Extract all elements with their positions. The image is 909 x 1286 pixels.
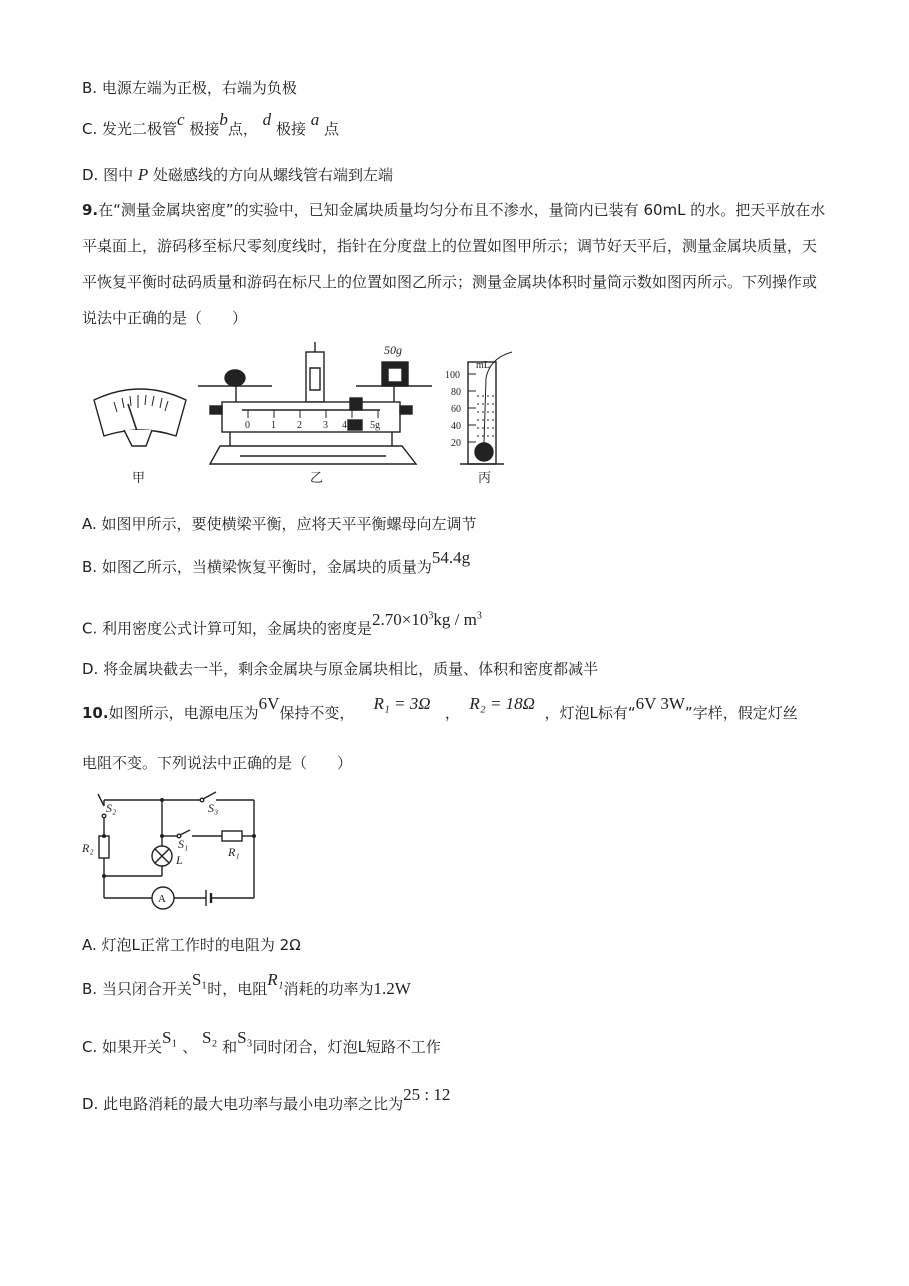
math-r2: R₂ = 18Ω (469, 694, 535, 713)
math-s2: S₂ (201, 1028, 218, 1047)
q9-option-a: A. 如图甲所示，要使横梁平衡，应将天平平衡螺母向左调节 (82, 515, 477, 533)
dial-figure (94, 389, 186, 446)
text: 极接 (275, 120, 306, 138)
text: 保持不变， (279, 704, 355, 722)
label-jia: 甲 (132, 470, 146, 485)
q9-figure (80, 338, 530, 493)
text: 、 (182, 1038, 198, 1056)
q10-circuit (80, 788, 280, 913)
math-r1: R₁ = 3Ω (373, 694, 431, 713)
q10-stem-line1 (82, 694, 798, 724)
math-s1: S₁ (162, 1028, 178, 1047)
label-ammeter: A (158, 893, 166, 905)
tick-60: 60 (451, 404, 461, 415)
junction-dot (160, 834, 164, 838)
q8-option-b: B. 电源左端为正极，右端为负极 (82, 79, 297, 97)
label-lamp: L (176, 853, 183, 867)
text: 极接 (189, 120, 220, 138)
q9-option-c (82, 609, 482, 640)
math-c: c (177, 110, 185, 129)
density-exp: 3 (428, 610, 434, 621)
math-voltage: 6V (258, 694, 280, 713)
text: ，灯泡L标有“ (544, 704, 636, 722)
tick-4: 4 (342, 420, 347, 431)
text: ， (444, 704, 460, 722)
density-unit: kg / m (433, 609, 477, 629)
text: C. 发光二极管 (82, 120, 178, 138)
text: 点， (227, 120, 258, 138)
q10-option-a: A. 灯泡L正常工作时的电阻为 2Ω (82, 936, 301, 954)
junction-dot (252, 834, 256, 838)
q9-stem (82, 192, 827, 336)
label-r1: R₁ (228, 845, 240, 859)
weight-label: 50g (384, 343, 402, 357)
junction-dot (160, 798, 164, 802)
math-b: b (219, 110, 228, 129)
q8-option-d (82, 164, 393, 186)
unit-exp: 3 (476, 610, 482, 621)
text: 时，电阻 (207, 980, 268, 998)
text: B. 如图乙所示，当横梁恢复平衡时，金属块的质量为 (82, 558, 432, 576)
text: 处磁感线的方向从螺线管右端到左端 (153, 166, 394, 184)
tick-1: 1 (271, 420, 276, 431)
text: ”字样，假定灯丝 (684, 704, 798, 722)
math-r1: R₁ (267, 970, 284, 989)
math-a: a (310, 110, 320, 129)
tick-100: 100 (445, 370, 460, 381)
math-ratio: 25 : 12 (403, 1085, 451, 1104)
label-r2: R₂ (82, 841, 94, 855)
balance-figure (198, 342, 432, 464)
q10-option-c (82, 1028, 441, 1058)
tick-40: 40 (451, 421, 461, 432)
label-bing: 丙 (478, 470, 492, 485)
label-s1: S₁ (178, 837, 189, 851)
label-s3: S₃ (208, 801, 219, 815)
density-value: 2.70×10 (372, 609, 429, 629)
cylinder-unit: mL (476, 360, 490, 371)
tick-3: 3 (323, 420, 328, 431)
tick-5g: 5g (370, 420, 380, 431)
tick-80: 80 (451, 387, 461, 398)
question-number: 9. (82, 201, 99, 219)
tick-0: 0 (245, 420, 250, 431)
q10-option-b (82, 970, 411, 1000)
tick-2: 2 (297, 420, 302, 431)
q9-option-b (82, 548, 471, 578)
math-power: 1.2W (373, 979, 411, 998)
math-rating: 6V 3W (635, 694, 685, 713)
junction-dot (102, 834, 106, 838)
q9-option-d: D. 将金属块截去一半，剩余金属块与原金属块相比，质量、体积和密度都减半 (82, 660, 599, 678)
q8-option-c (82, 110, 340, 140)
question-number: 10. (82, 704, 109, 722)
text: D. 图中 (82, 166, 134, 184)
junction-dot (102, 874, 106, 878)
label-s2: S₂ (106, 801, 117, 815)
text: 和 (222, 1038, 238, 1056)
tick-20: 20 (451, 438, 461, 449)
math-s1: S₁ (191, 970, 208, 989)
text: C. 如果开关 (82, 1038, 163, 1056)
math-density (372, 610, 482, 629)
math-p: P (137, 165, 149, 184)
label-yi: 乙 (310, 470, 324, 485)
text: 如图所示，电源电压为 (108, 704, 259, 722)
text: 在“测量金属块密度”的实验中，已知金属块质量均匀分布且不渗水，量筒内已装有 60mL 的水。把天平放在水平桌面上，游码移至标尺零刻度线时，指针在分度盘上的位置如图甲所示；调节好天平后，测量金属块质量，天平恢复平衡时砝码质量和游码在标尺上的位置如图乙所示；测量金属块体积时量筒示数如图丙所示。下列操作或说法中正确的是（ ） (82, 201, 826, 327)
math-d: d (262, 110, 272, 129)
math-mass: 54.4g (431, 548, 471, 567)
q10-option-d (82, 1085, 451, 1115)
text: 点 (324, 120, 340, 138)
text: 同时闭合，灯泡L短路不工作 (252, 1038, 441, 1056)
text: D. 此电路消耗的最大电功率与最小电功率之比为 (82, 1095, 404, 1113)
q10-stem-line2: 电阻不变。下列说法中正确的是（ ） (82, 754, 353, 772)
math-s3: S₃ (237, 1028, 253, 1047)
text: 消耗的功率为 (283, 980, 374, 998)
text: C. 利用密度公式计算可知，金属块的密度是 (82, 619, 373, 638)
text: B. 当只闭合开关 (82, 980, 192, 998)
